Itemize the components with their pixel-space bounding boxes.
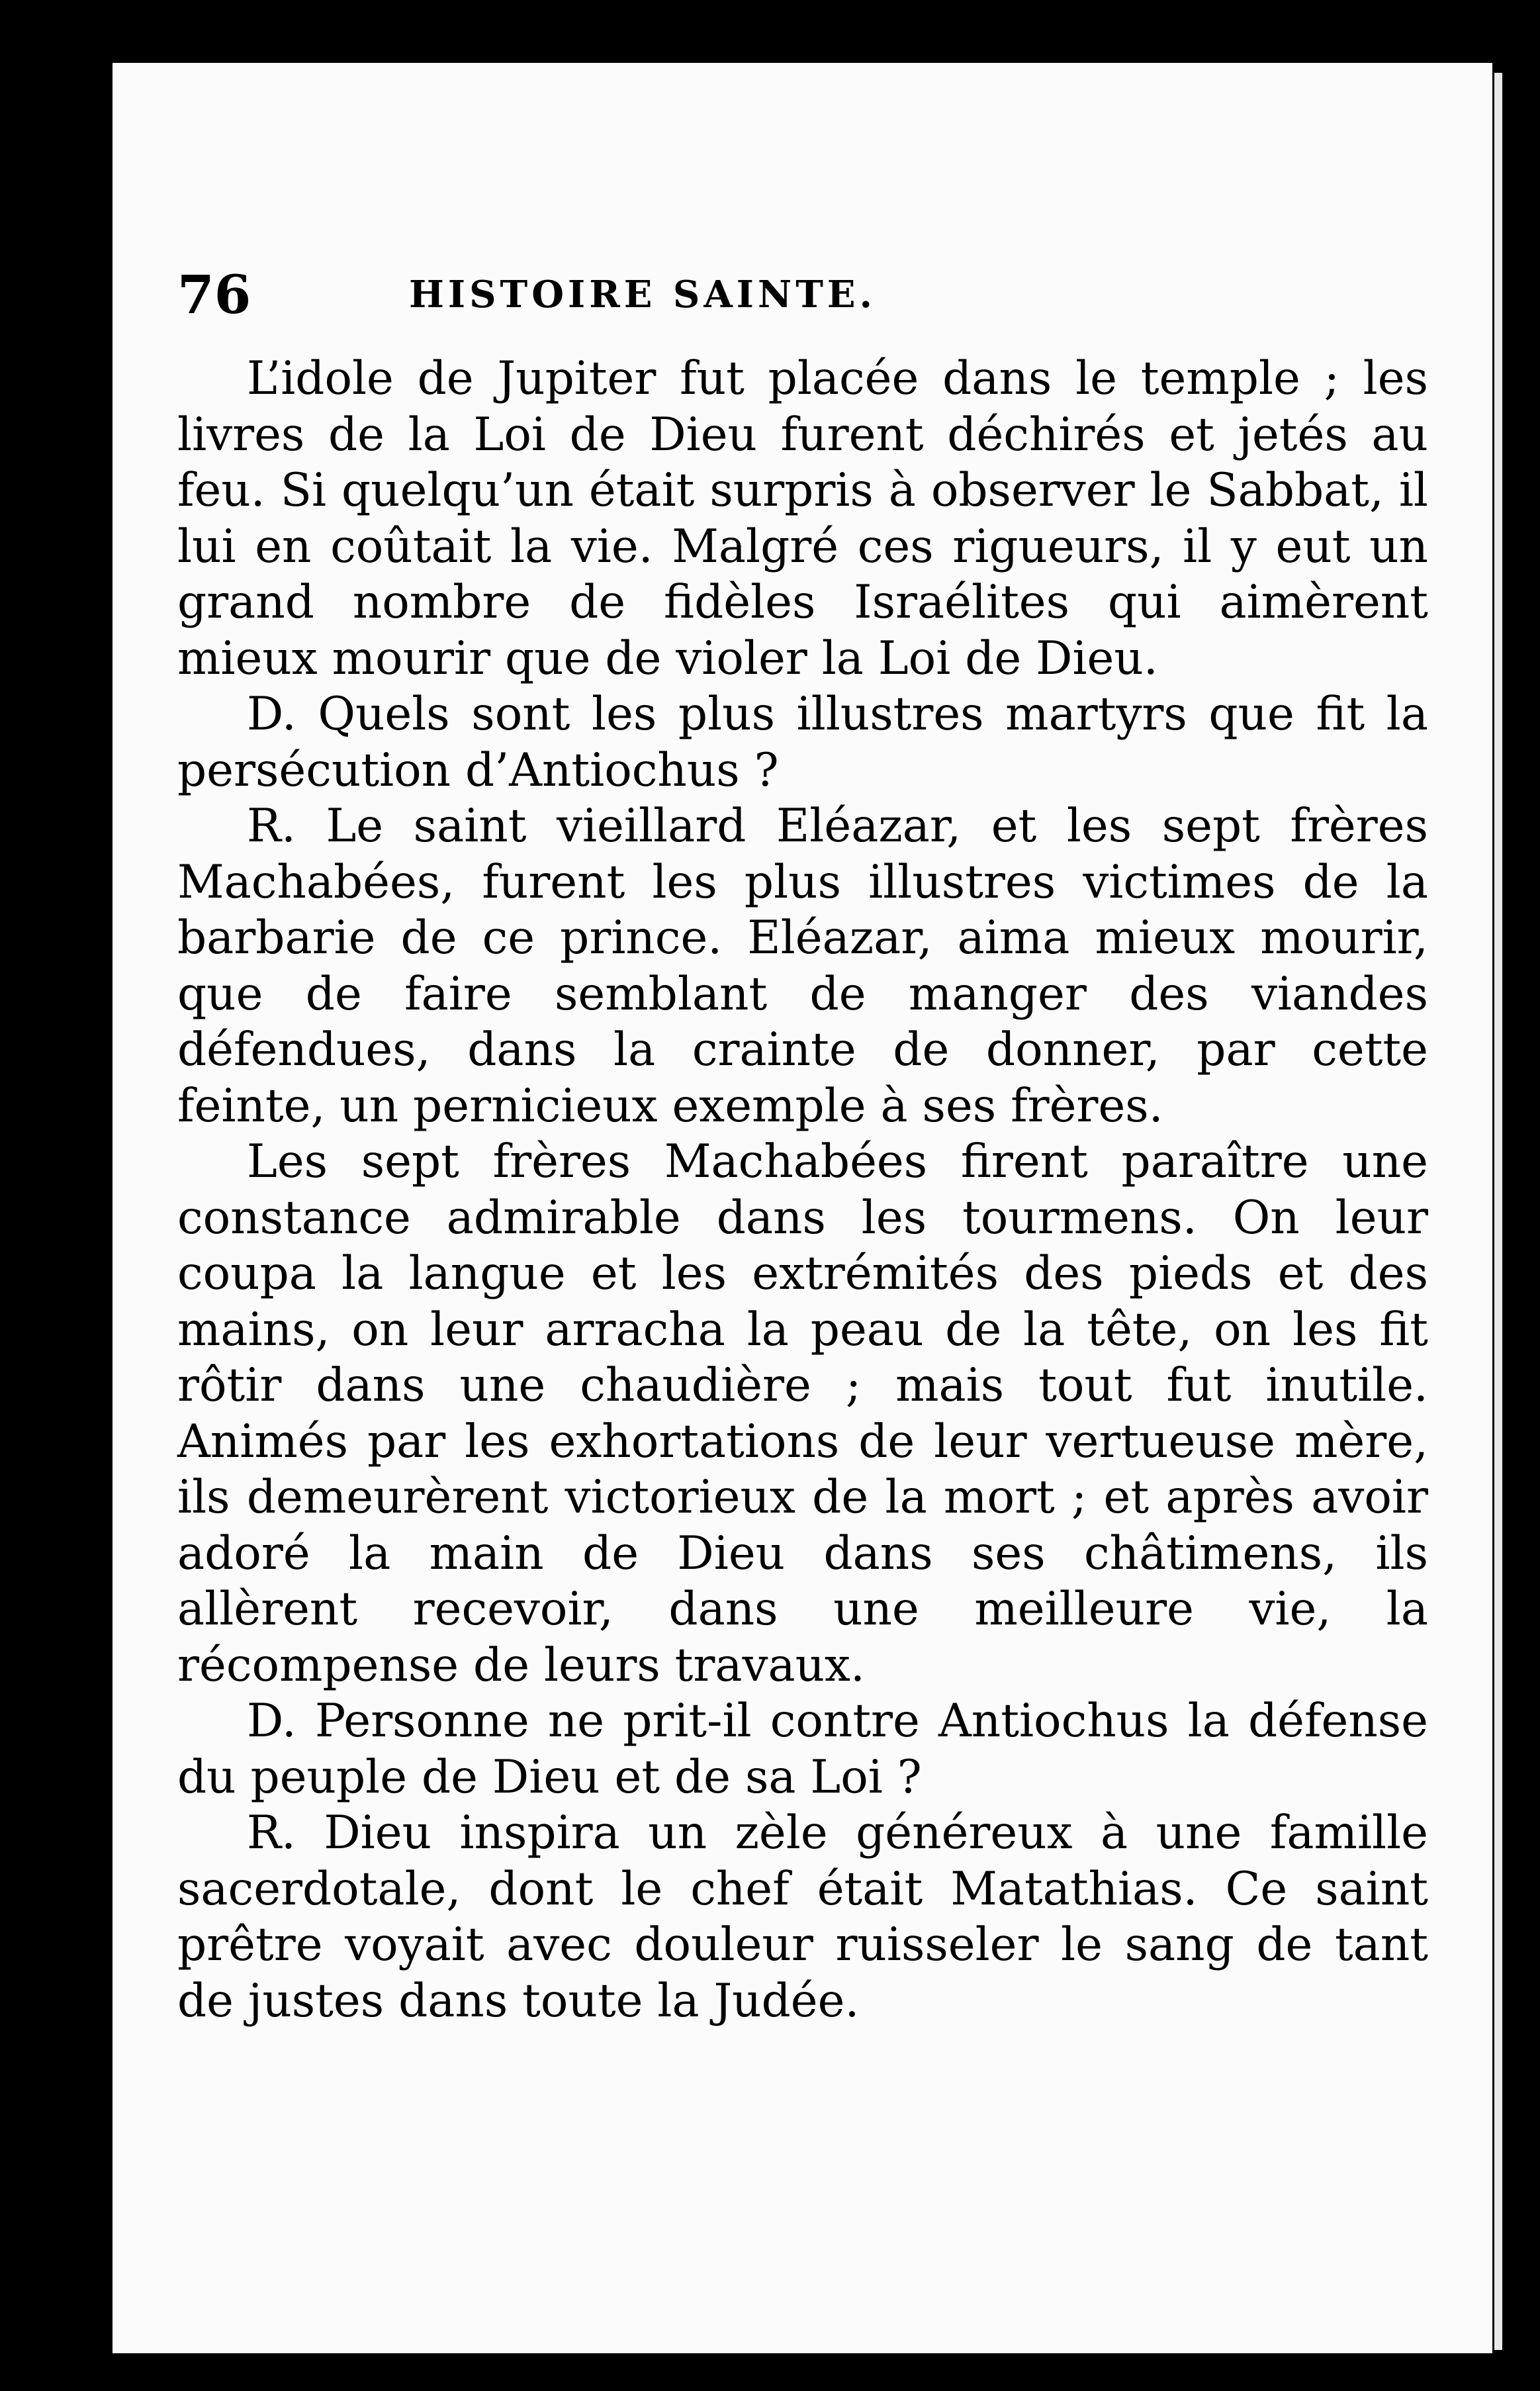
body-text [177,351,1428,2029]
scan-right-border [1502,0,1540,2391]
question: D. Quels sont les plus illustres martyrs que fit la persécution d’Antiochus ? [177,688,1428,797]
answer: R. Le saint vieillard Eléazar, et les sept frères Machabées, furent les plus illustres victimes de la barbarie de ce prince. Eléazar, aima mieux mourir, que de faire semblant de manger des viandes défendues, dans la crainte de donner, par cette feinte, un pernicieux exemple à ses frères. [177,800,1428,1133]
paragraph: Les sept frères Machabées firent paraître une constance admirable dans les tourmens. On leur coupa la langue et les extrémités des pieds et des mains, on leur arracha la peau de la tête, on les fit rôtir dans une chaudière ; mais tout fut inutile. Animés par les exhortations de leur vertueuse mère, ils demeurèrent victorieux de la mort ; et après avoir adoré la main de Dieu dans ses châtimens, ils allèrent recevoir, dans une meilleure vie, la récompense de leurs travaux. [177,1135,1428,1692]
paragraph: L’idole de Jupiter fut placée dans le temple ; les livres de la Loi de Dieu furent déchirés et jetés au feu. Si quelqu’un était surpris à observer le Sabbat, il lui en coûtait la vie. Malgré ces rigueurs, il y eut un grand nombre de fidèles Israélites qui aimèrent mieux mourir que de violer la Loi de Dieu. [177,352,1428,685]
scan-left-border [0,0,113,2391]
page-number: 76 [177,263,251,326]
question: D. Personne ne prit-il contre Antiochus la défense du peuple de Dieu et de sa Loi ? [177,1695,1428,1804]
answer: R. Dieu inspira un zèle généreux à une famille sacerdotale, dont le chef était Matathias. Ce saint prêtre voyait avec douleur ruisseler le sang de tant de justes dans toute la Judée. [177,1806,1428,2028]
running-head: HISTOIRE SAINTE. [409,273,877,316]
page-header [177,261,1435,328]
page-edge [1494,73,1502,2350]
